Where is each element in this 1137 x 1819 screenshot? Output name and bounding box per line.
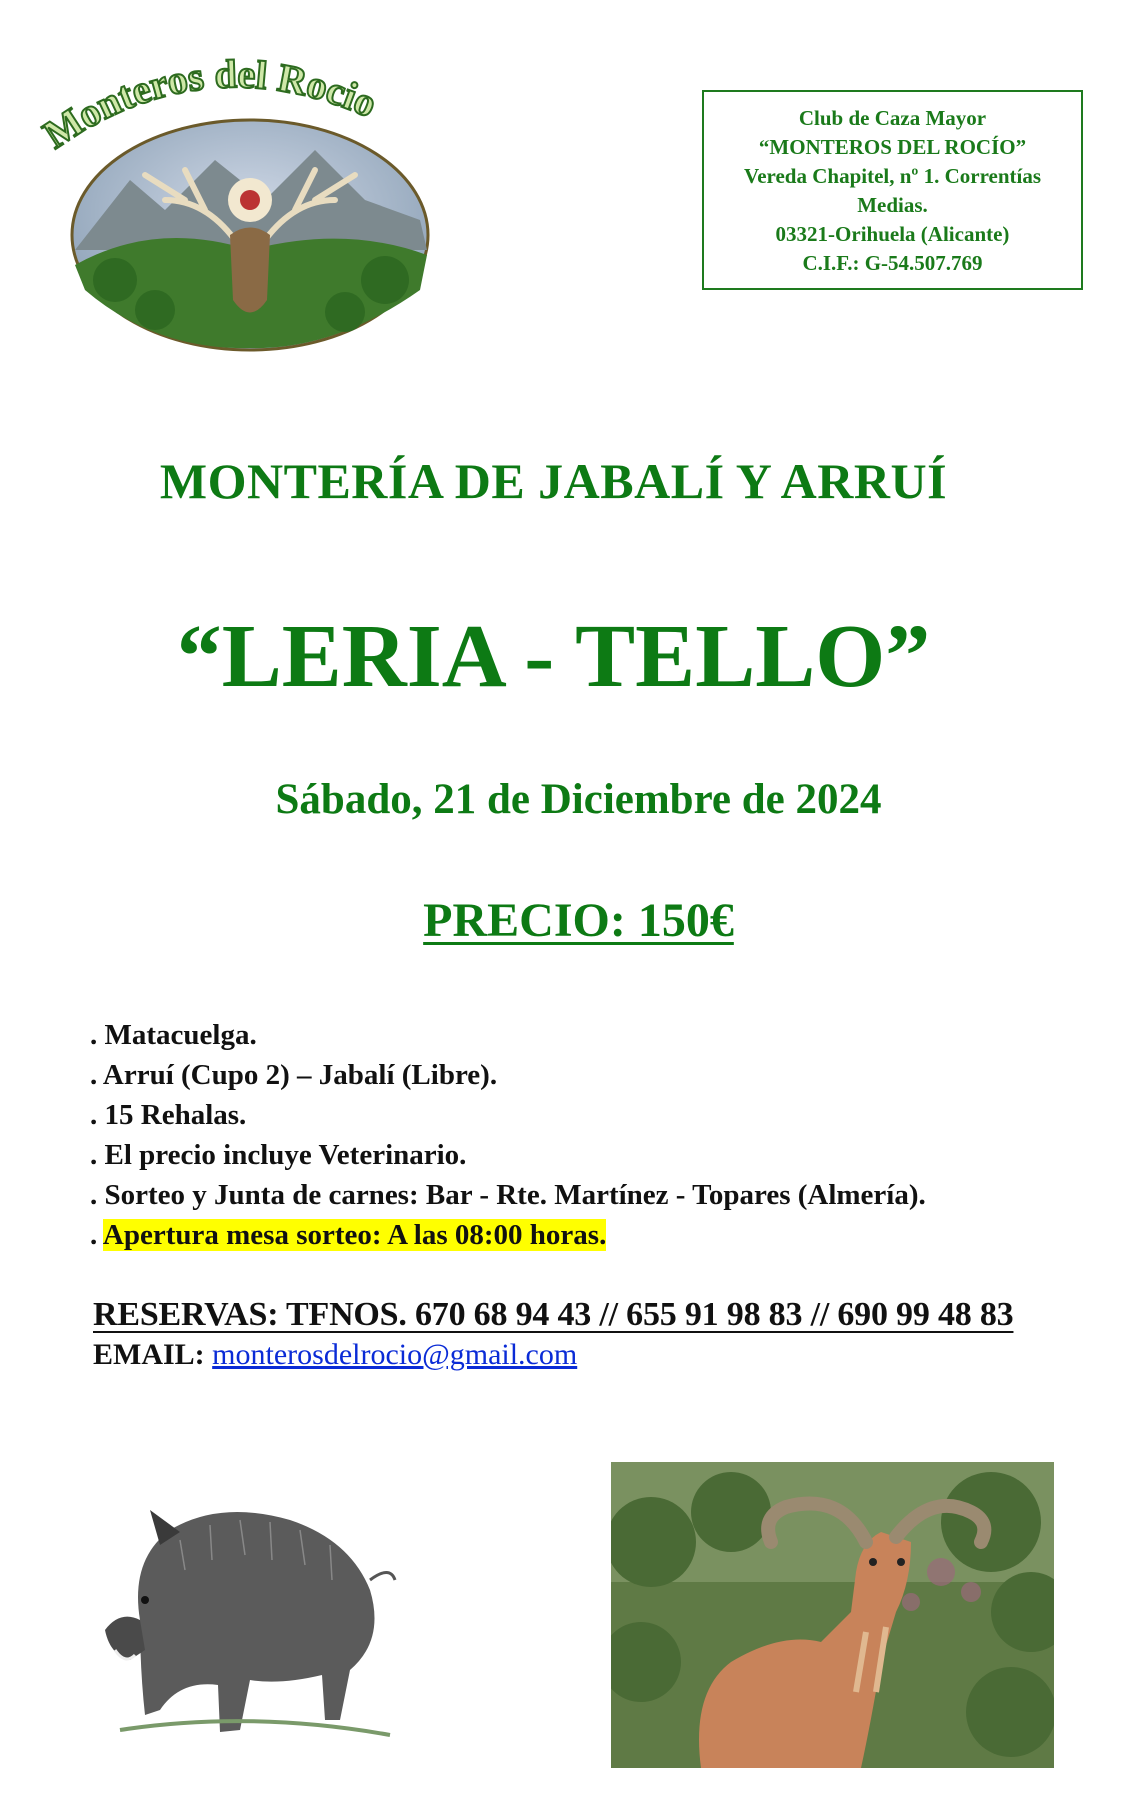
detail-item: . Arruí (Cupo 2) – Jabalí (Libre). — [90, 1059, 498, 1091]
club-line-2: “MONTEROS DEL ROCÍO” — [758, 135, 1027, 159]
club-logo — [35, 50, 465, 360]
detail-bullet: . — [90, 1219, 103, 1251]
detail-item: . Sorteo y Junta de carnes: Bar - Rte. Martínez - Topares (Almería). — [90, 1179, 926, 1211]
detail-item-highlighted — [90, 1215, 926, 1255]
event-subtitle: MONTERÍA DE JABALÍ Y ARRUÍ — [159, 453, 948, 509]
email-line — [93, 1338, 577, 1372]
detail-item: . Matacuelga. — [90, 1019, 257, 1051]
aoudad-photo — [611, 1462, 1054, 1768]
detail-item: . 15 Rehalas. — [90, 1099, 247, 1131]
club-line-6: C.I.F.: G-54.507.769 — [802, 251, 983, 275]
event-title: “LERIA - TELLO” — [176, 607, 931, 706]
club-line-4: Medias. — [857, 193, 928, 217]
club-line-3: Vereda Chapitel, nº 1. Correntías — [743, 164, 1042, 188]
club-line-5: 03321-Orihuela (Alicante) — [775, 222, 1010, 246]
reservations-phones: RESERVAS: TFNOS. 670 68 94 43 // 655 91 98 83 // 690 99 48 83 — [93, 1296, 1014, 1333]
aoudad-photo-icon — [611, 1462, 1054, 1768]
event-price — [10, 893, 1137, 948]
club-line-1: Club de Caza Mayor — [798, 106, 987, 130]
boar-illustration-icon — [100, 1470, 400, 1760]
event-date: Sábado, 21 de Diciembre de 2024 — [275, 776, 882, 823]
details-list — [90, 1015, 926, 1255]
deer-logo-icon — [35, 50, 465, 360]
club-info-box — [702, 90, 1083, 290]
logo-text: Monteros del Rocio — [35, 51, 384, 158]
email-label: EMAIL: — [93, 1338, 213, 1371]
price-label: PRECIO: 150€ — [423, 894, 734, 947]
highlighted-text: Apertura mesa sorteo: A las 08:00 horas. — [102, 1219, 607, 1251]
email-link[interactable]: monterosdelrocio@gmail.com — [212, 1338, 578, 1371]
boar-illustration — [100, 1470, 400, 1760]
detail-item: . El precio incluye Veterinario. — [90, 1139, 467, 1171]
